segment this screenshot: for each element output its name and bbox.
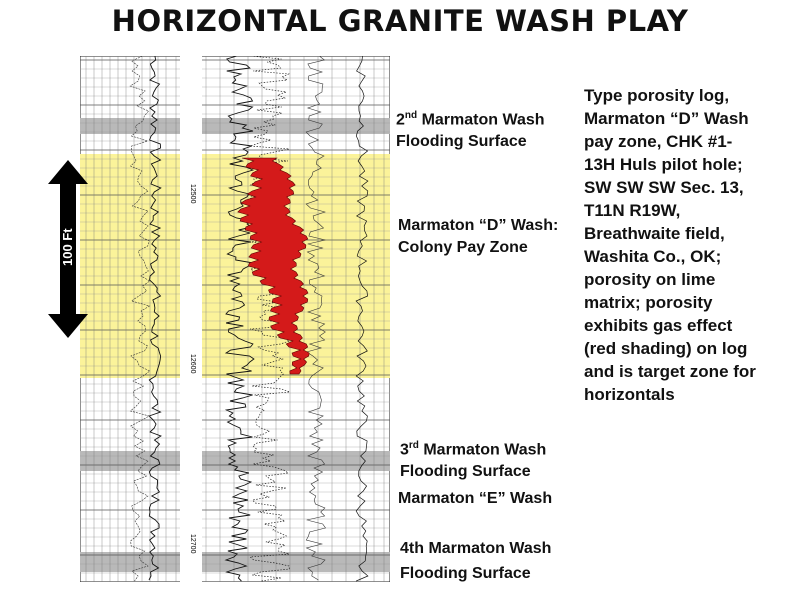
description-line: (red shading) on log bbox=[584, 339, 748, 358]
depth-label: 12700 bbox=[189, 534, 196, 554]
description-line: pay zone, CHK #1- bbox=[584, 132, 733, 151]
label-2nd-marmaton-wash: 2nd Marmaton Wash bbox=[396, 110, 545, 129]
depth-label: 12600 bbox=[189, 354, 196, 374]
depth-track bbox=[180, 56, 202, 582]
description-line: and is target zone for bbox=[584, 362, 756, 381]
label-colony-pay-zone: Colony Pay Zone bbox=[398, 239, 528, 256]
scale-label: 100 Ft bbox=[60, 228, 75, 266]
description-line: exhibits gas effect bbox=[584, 316, 733, 335]
porosity-log bbox=[80, 56, 390, 582]
description-line: Type porosity log, bbox=[584, 86, 730, 105]
pay-zone-band bbox=[80, 154, 390, 378]
description-line: 13H Huls pilot hole; bbox=[584, 155, 743, 174]
description-line: horizontals bbox=[584, 385, 675, 404]
description-line: T11N R19W, bbox=[584, 201, 681, 220]
depth-label: 12500 bbox=[189, 184, 196, 204]
slide-title: HORIZONTAL GRANITE WASH PLAY bbox=[111, 4, 689, 38]
label-3rd-marmaton-wash: 3rd Marmaton Wash bbox=[400, 440, 547, 459]
description-line: Washita Co., OK; bbox=[584, 247, 722, 266]
description-line: porosity on lime bbox=[584, 270, 716, 289]
label-4th-marmaton-wash: 4th Marmaton Wash bbox=[400, 540, 552, 557]
description-line: Marmaton “D” Wash bbox=[584, 109, 749, 128]
label-marmaton-d-wash: Marmaton “D” Wash: bbox=[398, 217, 559, 234]
description-line: matrix; porosity bbox=[584, 293, 713, 312]
label-flooding-surface-4: Flooding Surface bbox=[400, 565, 531, 582]
log-graphic bbox=[80, 56, 390, 582]
description-line: Breathwaite field, bbox=[584, 224, 725, 243]
label-flooding-surface-3: Flooding Surface bbox=[400, 463, 531, 480]
flooding-band-2 bbox=[80, 118, 390, 134]
label-flooding-surface-2: Flooding Surface bbox=[396, 133, 527, 150]
label-marmaton-e-wash: Marmaton “E” Wash bbox=[398, 490, 553, 507]
log-description bbox=[584, 84, 794, 406]
description-line: SW SW SW Sec. 13, bbox=[584, 178, 744, 197]
